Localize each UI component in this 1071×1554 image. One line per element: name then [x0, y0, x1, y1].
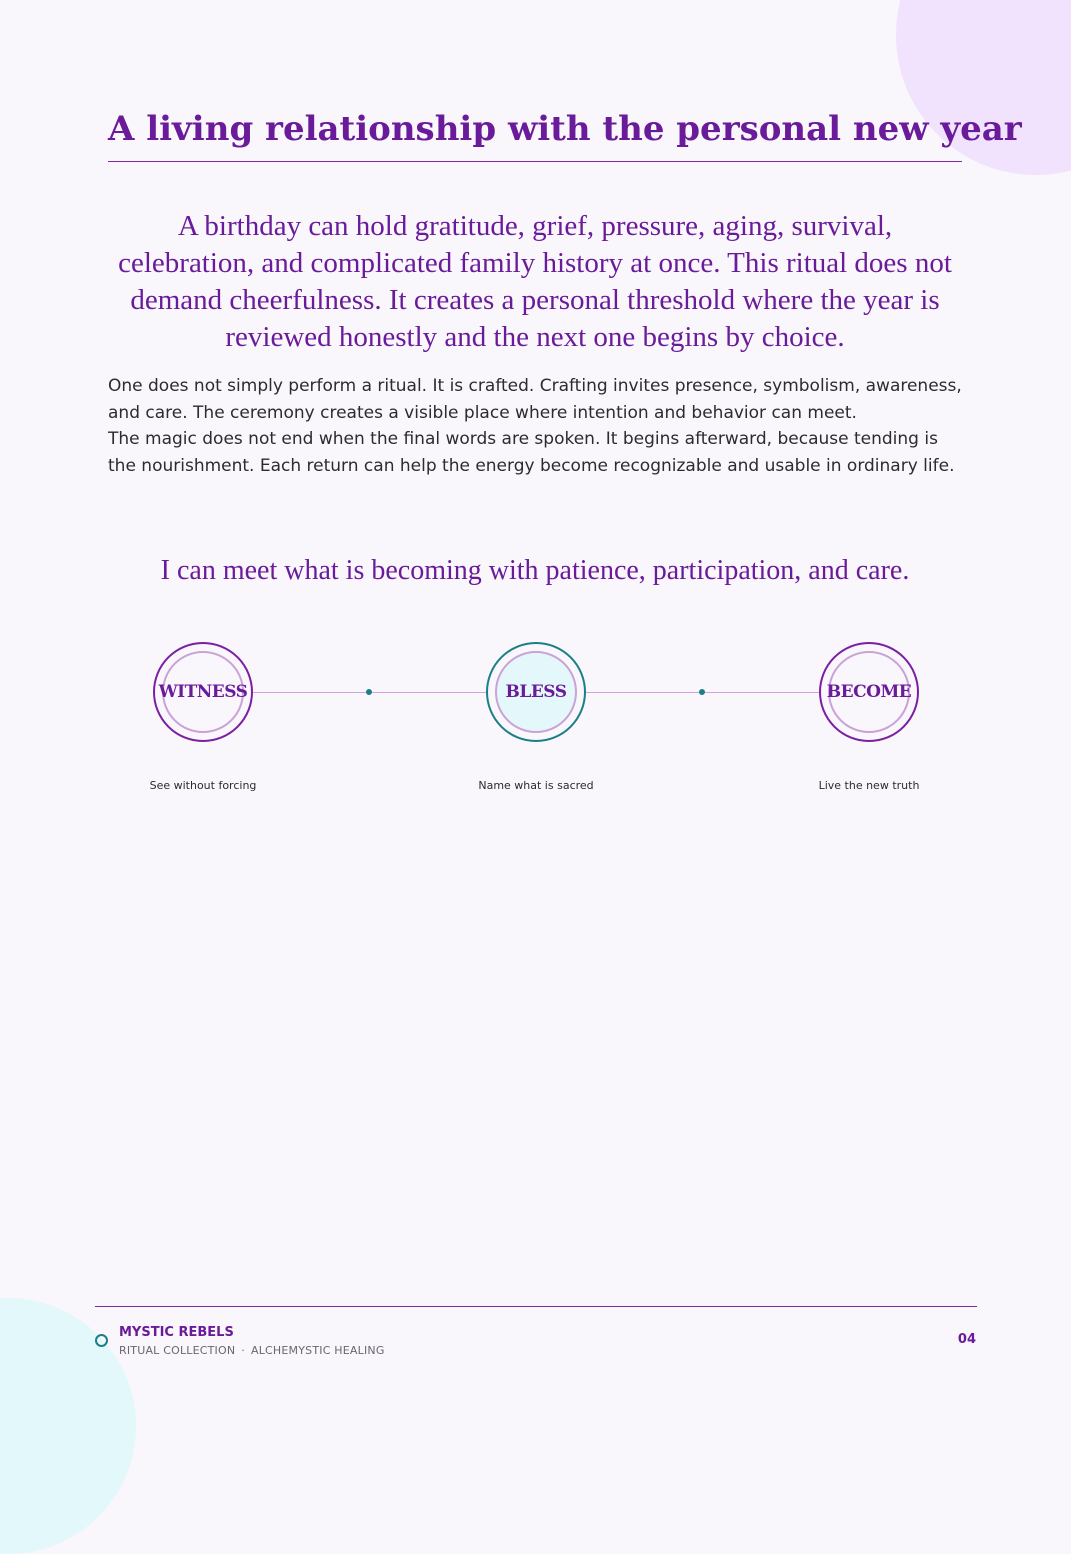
step-become-circle — [819, 642, 919, 742]
step-become-caption: Live the new truth — [818, 779, 920, 792]
body-paragraph-1: One does not simply perform a ritual. It is crafted. Crafting invites presence, symbolism, awareness, and care. The ceremony creates a visible place where intention and behavior can meet. — [108, 376, 962, 423]
step-bless-label: BLESS — [505, 682, 567, 702]
connector-line-1 — [252, 692, 486, 693]
body-text — [108, 373, 970, 479]
step-witness-label: WITNESS — [158, 682, 248, 702]
connector-line-2 — [585, 692, 819, 693]
step-bless-inner-ring — [495, 651, 577, 733]
step-become-label: BECOME — [826, 682, 912, 702]
footer-brand: MYSTIC REBELS — [119, 1325, 234, 1340]
footer-separator: · — [241, 1344, 245, 1357]
footer-subtitle — [119, 1344, 385, 1357]
body-paragraph-2: The magic does not end when the final words are spoken. It begins afterward, because tending is the nourishment. Each return can help the energy become recognizable and usable in ordinary life. — [108, 429, 955, 476]
decorative-circle-bottom-left — [0, 1298, 136, 1554]
step-become-inner-ring — [828, 651, 910, 733]
ring-icon — [95, 1334, 108, 1347]
page-title: A living relationship with the personal new year — [108, 109, 1022, 149]
title-divider — [108, 161, 962, 162]
footer-divider — [95, 1306, 977, 1307]
lead-paragraph: A birthday can hold gratitude, grief, pressure, aging, survival, celebration, and complicated family history at once. This ritual does not demand cheerfulness. It creates a personal threshold where the year is reviewed honestly and the next one begins by choice. — [118, 210, 952, 353]
step-bless-circle — [486, 642, 586, 742]
page-number: 04 — [957, 1332, 976, 1347]
connector-dot-1 — [366, 689, 372, 695]
step-witness-circle — [153, 642, 253, 742]
footer-series: ALCHEMYSTIC HEALING — [251, 1344, 385, 1357]
step-witness-inner-ring — [158, 651, 248, 733]
connector-dot-2 — [699, 689, 705, 695]
footer-collection: RITUAL COLLECTION — [119, 1344, 236, 1357]
step-witness-caption: See without forcing — [149, 779, 257, 792]
step-bless-caption: Name what is sacred — [478, 779, 594, 792]
affirmation-quote: I can meet what is becoming with patience, participation, and care. — [160, 555, 910, 586]
